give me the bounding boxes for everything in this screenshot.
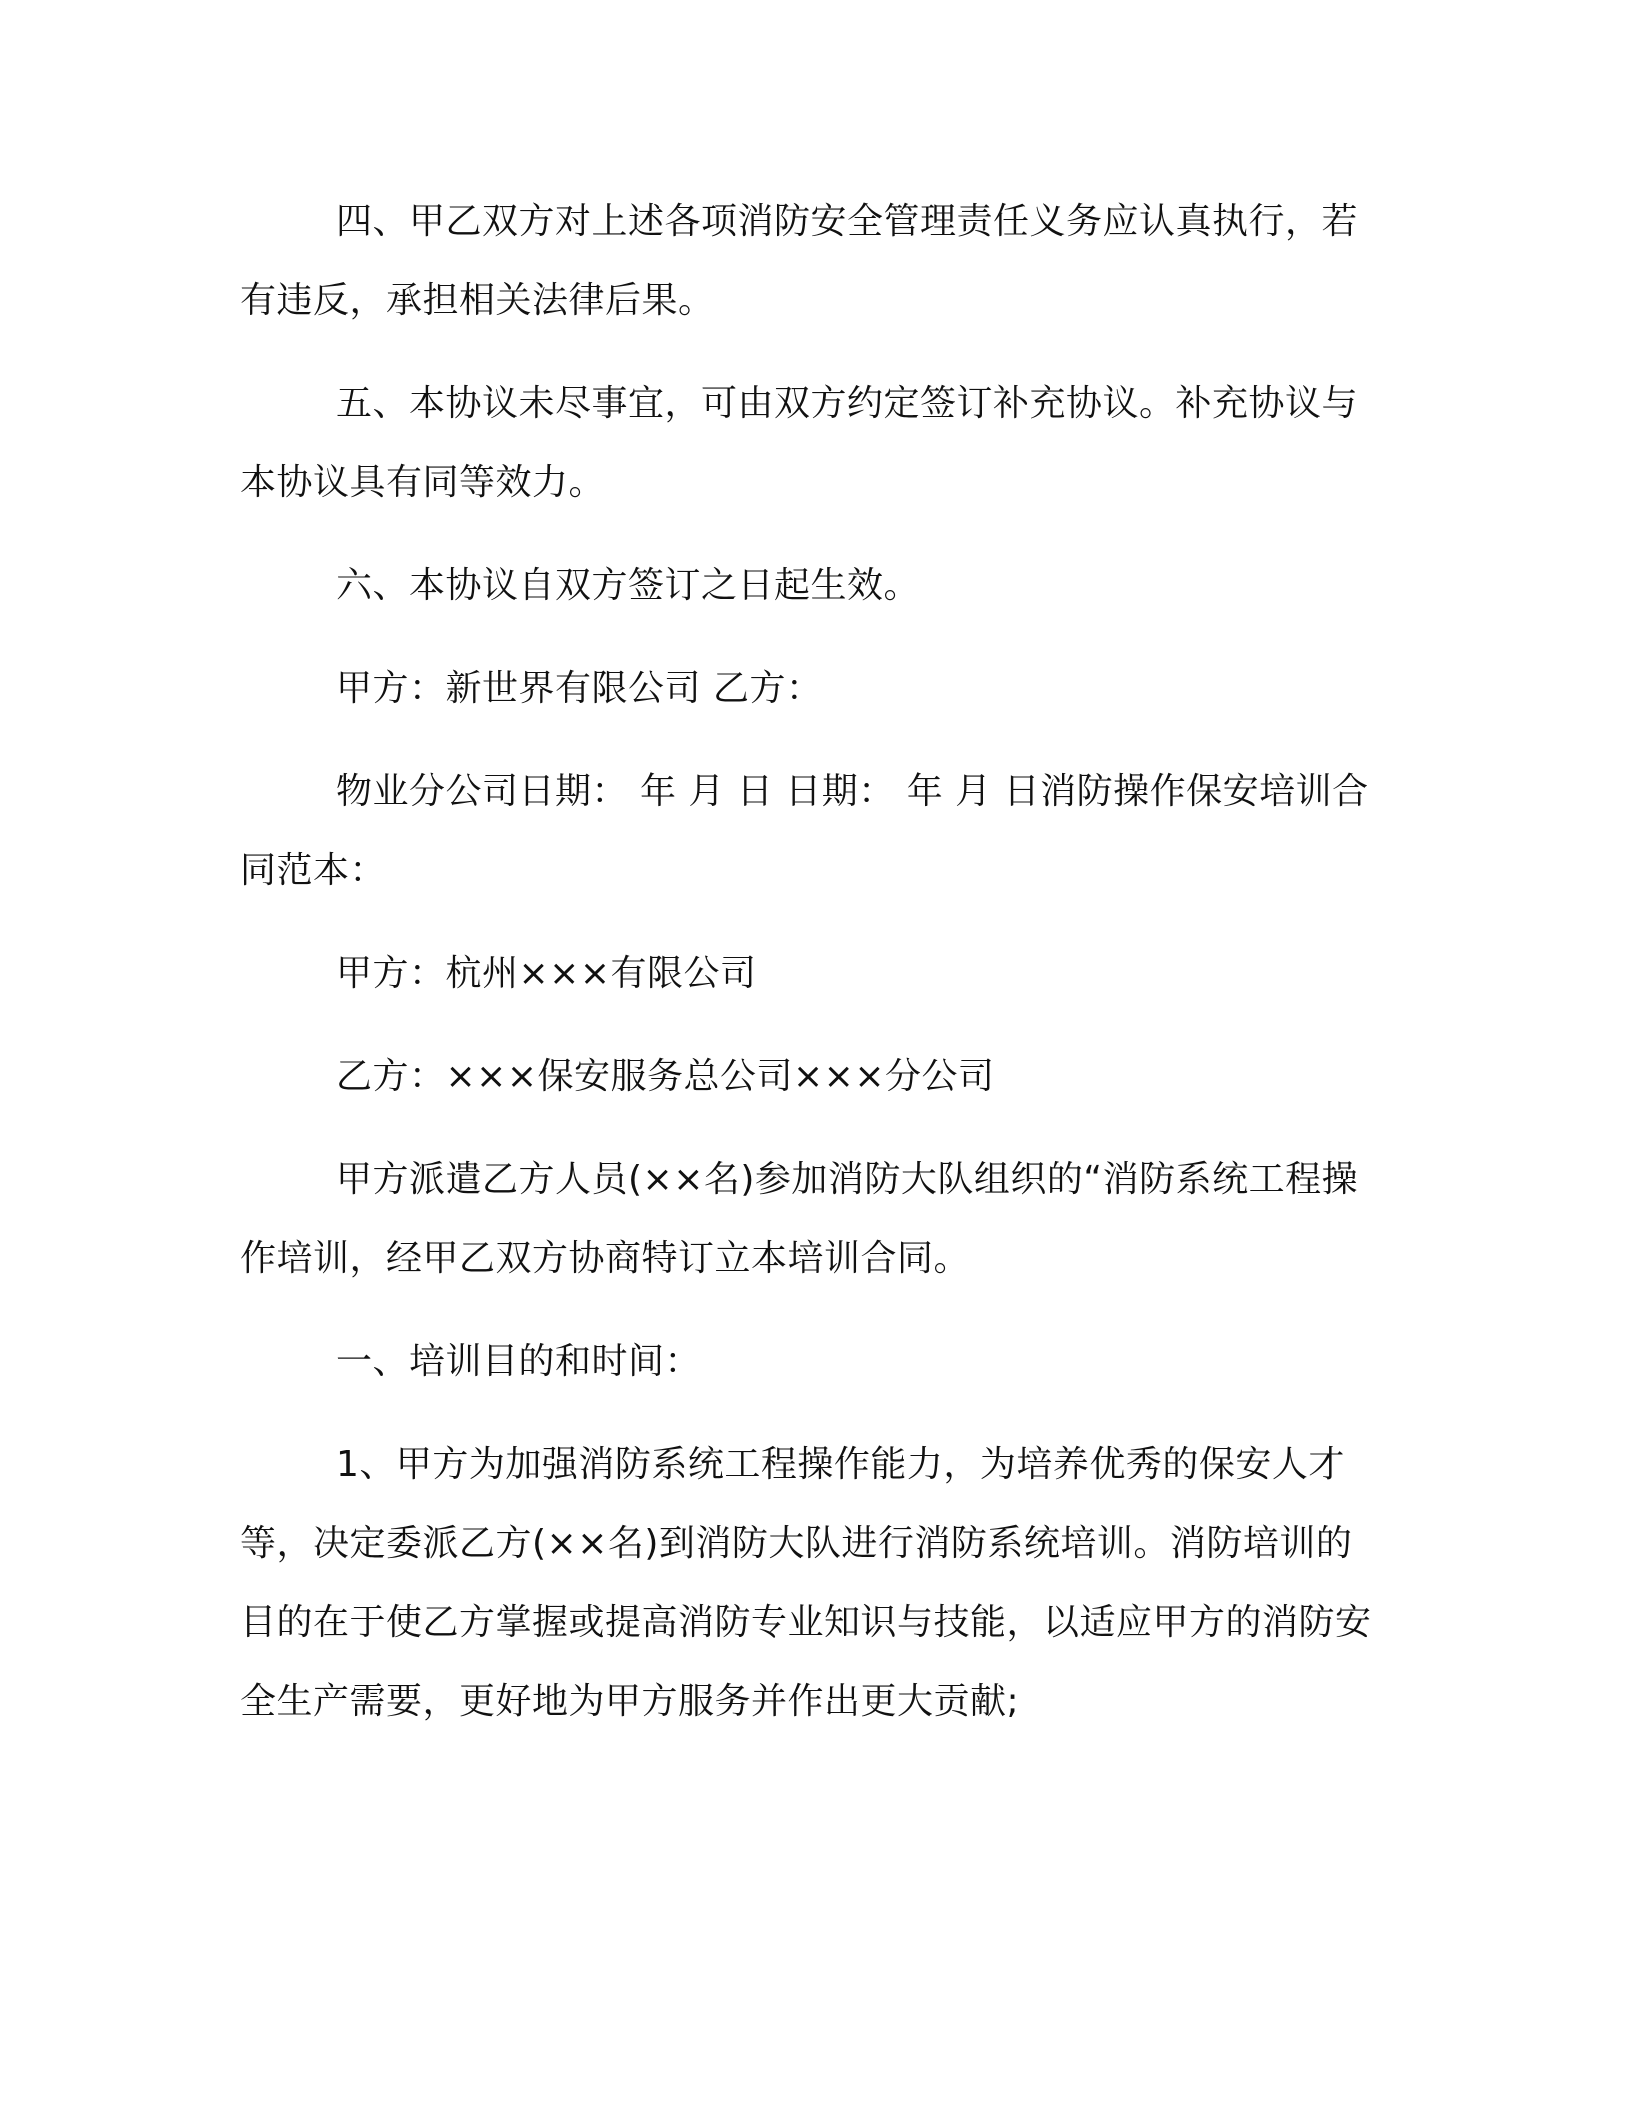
- paragraph-gap: [240, 522, 1380, 546]
- section-1-item-1: 1、甲方为加强消防系统工程操作能力，为培养优秀的保安人才等，决定委派乙方(××名)到消防大队进行消防系统培训。消防培训的目的在于使乙方掌握或提高消防专业知识与技能，以适应甲方的消防安全生产需要，更好地为甲方服务并作出更大贡献;: [240, 1444, 1372, 1722]
- signature-parties-line: 甲方：新世界有限公司 乙方：: [336, 668, 823, 709]
- party-a-line: 甲方：杭州×××有限公司: [336, 953, 757, 994]
- party-b-line: 乙方：×××保安服务总公司×××分公司: [336, 1056, 995, 1097]
- paragraph-gap: [240, 910, 1380, 934]
- section-heading-1: 一、培训目的和时间：: [336, 1341, 702, 1382]
- paragraph-gap: [240, 1401, 1380, 1425]
- paragraph-clause-4: 四、甲乙双方对上述各项消防安全管理责任义务应认真执行，若有违反，承担相关法律后果。: [240, 201, 1359, 321]
- paragraph-gap: [240, 1013, 1380, 1037]
- date-and-title-line: 物业分公司日期： 年 月 日 日期： 年 月 日消防操作保安培训合同范本：: [240, 771, 1369, 891]
- paragraph-gap: [240, 1116, 1380, 1140]
- contract-preamble: 甲方派遣乙方人员(××名)参加消防大队组织的“消防系统工程操作培训，经甲乙双方协商特订立本培训合同。: [240, 1159, 1359, 1279]
- paragraph-gap: [240, 340, 1380, 364]
- paragraph-clause-5: 五、本协议未尽事宜，可由双方约定签订补充协议。补充协议与本协议具有同等效力。: [240, 383, 1359, 503]
- paragraph-gap: [240, 625, 1380, 649]
- document-body: [240, 182, 1380, 1741]
- paragraph-gap: [240, 728, 1380, 752]
- paragraph-clause-6: 六、本协议自双方签订之日起生效。: [336, 565, 921, 606]
- paragraph-gap: [240, 1298, 1380, 1322]
